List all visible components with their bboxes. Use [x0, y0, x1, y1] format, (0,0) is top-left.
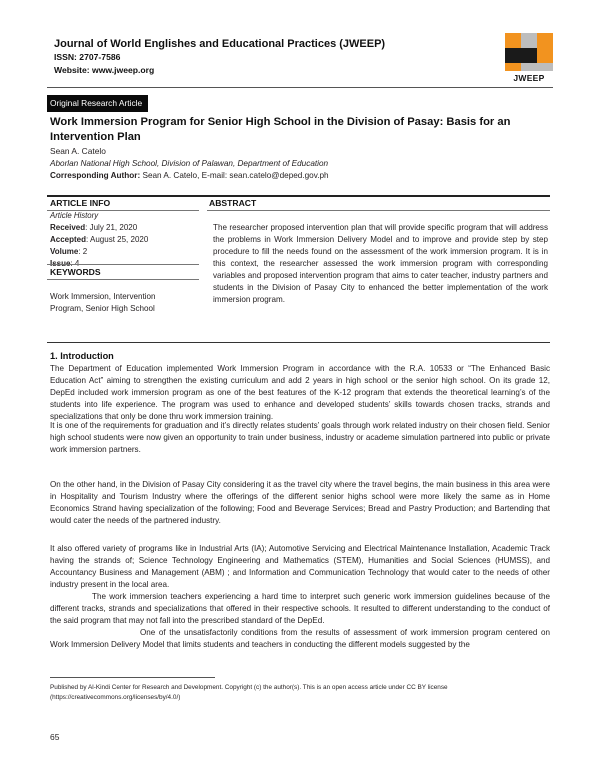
- journal-website: Website: www.jweep.org: [54, 65, 155, 75]
- abstract-text: The researcher proposed intervention plan that will provide specific program that will address the problems in Work Immersion Delivery Model and to improve and provide step by step procedure to fill the needs found on the assessment of the work immersion program. It is in this context, the researcher assessed the work immersion program with corresponding variables and proposed intervention program that aims to cater teacher, industry partners and students in the Division of Pasay City to enhanced the better implementation of the work immersion program.: [213, 223, 548, 304]
- abstract-heading: ABSTRACT: [209, 198, 257, 208]
- jweep-logo: [505, 33, 553, 83]
- logo-square-orange-3: [537, 48, 553, 63]
- accepted-value: : August 25, 2020: [86, 235, 149, 244]
- header-divider: [47, 87, 553, 88]
- logo-square-black: [505, 48, 537, 63]
- intro-paragraph-4: It also offered variety of programs like in Industrial Arts (IA); Automotive Servicing and Electrical Maintenance Installation, Academic Track having the strands of; Science Technology Engineering and Mathematics (STEM), Humanities and Social Sciences (HUMSS), and Accountancy Business and Management (ABM) ; and Information and Communication Technology that would cater to the needs of other industry present in the local area.: [50, 544, 550, 589]
- article-type-badge: Original Research Article: [47, 95, 148, 112]
- keywords-head-rule: [47, 279, 199, 280]
- license-footnote: [50, 683, 550, 702]
- intro-paragraph-6: One of the unsatisfactorily conditions from the results of assessment of work immersion program centered on Work Immersion Delivery Model that limits students and teachers in conducting the different models suggested by the: [50, 628, 550, 649]
- keywords-heading: KEYWORDS: [50, 267, 101, 277]
- section-heading-introduction: 1. Introduction: [50, 351, 114, 361]
- volume-label: Volume: [50, 247, 79, 256]
- logo-square-orange-4: [505, 63, 521, 71]
- page-number: 65: [50, 732, 60, 742]
- logo-text: JWEEP: [513, 73, 545, 83]
- logo-square-orange-2: [537, 33, 553, 48]
- corresponding-label: Corresponding Author:: [50, 171, 141, 180]
- footnote-line-1: Published by Al-Kindi Center for Research and Development. Copyright (c) the author(s). This is an open access article under CC BY license: [50, 684, 448, 691]
- accepted-label: Accepted: [50, 235, 87, 244]
- journal-header: [54, 37, 494, 77]
- intro-paragraph-3: On the other hand, in the Division of Pasay City considering it as the travel city where the travel begins, the main business in this area were in Hospitality and Tourism Industry where the offerings of the different senior highs school were more likely the same as in Home Economics Strand having specialization of the following; Food and Beverage Services; Bread and Pastry Production; and Bartending that would cater the needs of the partnered industry.: [50, 480, 550, 525]
- info-top-rule: [47, 195, 550, 197]
- received-value: : July 21, 2020: [85, 223, 138, 232]
- received-label: Received: [50, 223, 86, 232]
- volume: [50, 246, 87, 257]
- paper-title: Work Immersion Program for Senior High School in the Division of Pasay: Basis for an Intervention Plan: [50, 116, 511, 143]
- keywords-text: Work Immersion, Intervention Program, Senior High School: [50, 292, 156, 313]
- accepted-date: [50, 234, 148, 245]
- logo-square-gray-2: [521, 63, 553, 71]
- footnote-line-2: (https://creativecommons.org/licenses/by/4.0/): [50, 693, 181, 701]
- corresponding-author: [50, 170, 329, 181]
- article-history-label: Article History: [50, 211, 99, 220]
- intro-paragraph-2: It is one of the requirements for graduation and it’s directly relates students’ goals through work related industry on their chosen field. Senior high school students were now given an opportunity to train under business, industry or academe simulation partnered into public or private work immersion partners.: [50, 421, 550, 454]
- journal-title: Journal of World Englishes and Educational Practices (JWEEP): [54, 38, 386, 50]
- footnote-rule: [50, 677, 215, 678]
- intro-paragraph-1: The Department of Education implemented Work Immersion Program in accordance with the R.A. 10533 or “The Enhanced Basic Education Act” aiming to strengthen the existing curriculum and add 2 years in high school or the senior high school. On its grade 12, DepEd included work immersion program as one of the best features of the K-12 program that extends the theoretical learning’s of the students into life experience. The program was used to enhance and developed students’ skills towards chosen tracks, strands and specializations that only be done thru work immersion training.: [50, 364, 550, 421]
- author-affiliation: Aborlan National High School, Division of Palawan, Department of Education: [50, 159, 329, 168]
- journal-issn: ISSN: 2707-7586: [54, 52, 121, 62]
- author-name: Sean A. Catelo: [50, 146, 106, 156]
- info-bottom-rule: [47, 342, 550, 343]
- logo-square-gray: [521, 33, 537, 48]
- intro-paragraph-5: The work immersion teachers experiencing a hard time to interpret such generic work immersion guidelines because of the different tracks, strands and specializations that offered in their respective schools. It resulted to different understanding to the conduct of the said program that may not fall into the prescribed standard of the DepEd.: [50, 592, 550, 625]
- abstract-head-rule: [207, 210, 550, 211]
- keywords-top-rule: [47, 264, 199, 265]
- article-info-heading: ARTICLE INFO: [50, 198, 111, 208]
- corresponding-text: Sean A. Catelo, E-mail: sean.catelo@deped.gov.ph: [140, 171, 329, 180]
- logo-square-orange: [505, 33, 521, 48]
- volume-value: : 2: [78, 247, 88, 256]
- received-date: [50, 222, 137, 233]
